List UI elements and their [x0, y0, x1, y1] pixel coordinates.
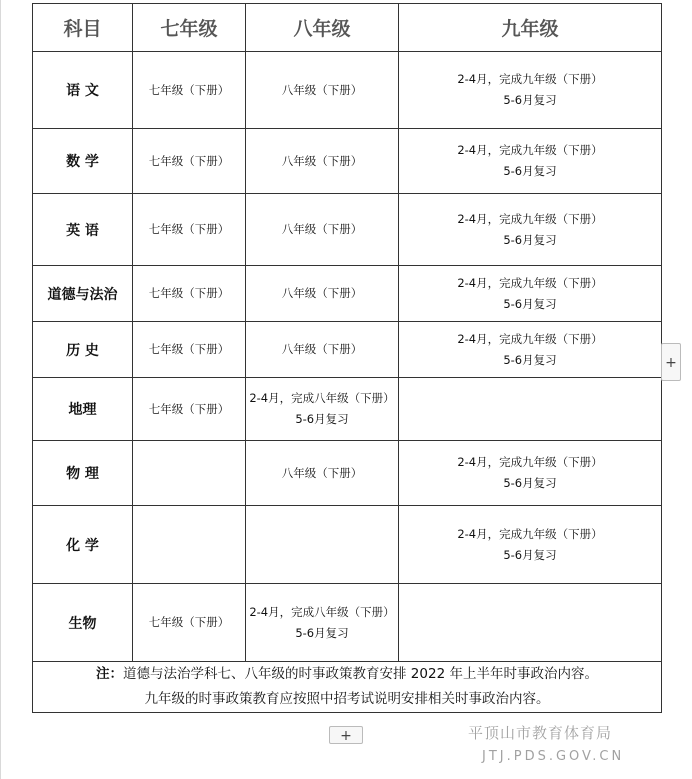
subject-cell: 地理	[33, 378, 133, 441]
table-row	[33, 52, 662, 129]
grade9-cell: 2-4月，完成九年级（下册） 5-6月复习	[399, 441, 662, 506]
note-line-1	[33, 662, 661, 687]
subject-cell: 物 理	[33, 441, 133, 506]
table-row	[33, 378, 662, 441]
subject-cell: 数 学	[33, 129, 133, 194]
grade9-cell: 2-4月，完成九年级（下册） 5-6月复习	[399, 194, 662, 266]
subject-cell: 化 学	[33, 506, 133, 584]
header-grade9: 九年级	[399, 4, 662, 52]
note-cell	[33, 662, 662, 713]
grade9-cell: 2-4月，完成九年级（下册） 5-6月复习	[399, 266, 662, 322]
grade7-cell: 七年级（下册）	[133, 322, 246, 378]
grade7-cell: 七年级（下册）	[133, 584, 246, 662]
header-row	[33, 4, 662, 52]
table-row	[33, 584, 662, 662]
add-row-button[interactable]: +	[329, 726, 363, 744]
note-line-2: 九年级的时事政策教育应按照中招考试说明安排相关时事政治内容。	[144, 691, 550, 707]
page-edge	[0, 0, 1, 779]
watermark	[468, 722, 624, 764]
subject-cell: 英 语	[33, 194, 133, 266]
watermark-line-2: JTJ.PDS.GOV.CN	[482, 749, 625, 764]
grade7-cell: 七年级（下册）	[133, 266, 246, 322]
grade8-cell: 2-4月，完成八年级（下册） 5-6月复习	[246, 584, 399, 662]
grade9-cell: 2-4月，完成九年级（下册） 5-6月复习	[399, 52, 662, 129]
grade7-cell: 七年级（下册）	[133, 52, 246, 129]
note-text-1: 道德与法治学科七、八年级的时事政策教育安排 2022 年上半年时事政治内容。	[123, 666, 598, 682]
header-subject: 科目	[33, 4, 133, 52]
grade7-cell	[133, 441, 246, 506]
table-row	[33, 129, 662, 194]
grade9-cell: 2-4月，完成九年级（下册） 5-6月复习	[399, 129, 662, 194]
grade7-cell: 七年级（下册）	[133, 129, 246, 194]
grade9-cell: 2-4月，完成九年级（下册） 5-6月复习	[399, 506, 662, 584]
grade8-cell: 八年级（下册）	[246, 129, 399, 194]
schedule-table	[32, 3, 662, 713]
grade8-cell: 八年级（下册）	[246, 266, 399, 322]
table-row	[33, 441, 662, 506]
grade9-cell	[399, 378, 662, 441]
table-row	[33, 194, 662, 266]
grade9-cell: 2-4月，完成九年级（下册） 5-6月复习	[399, 322, 662, 378]
note-row	[33, 662, 662, 713]
grade8-cell: 2-4月，完成八年级（下册） 5-6月复习	[246, 378, 399, 441]
table-row	[33, 266, 662, 322]
add-column-button[interactable]: +	[661, 343, 681, 381]
subject-cell: 历 史	[33, 322, 133, 378]
grade8-cell: 八年级（下册）	[246, 441, 399, 506]
table-row	[33, 506, 662, 584]
grade8-cell: 八年级（下册）	[246, 52, 399, 129]
grade7-cell: 七年级（下册）	[133, 194, 246, 266]
grade7-cell: 七年级（下册）	[133, 378, 246, 441]
grade8-cell	[246, 506, 399, 584]
subject-cell: 生物	[33, 584, 133, 662]
header-grade8: 八年级	[246, 4, 399, 52]
grade9-cell	[399, 584, 662, 662]
grade8-cell: 八年级（下册）	[246, 322, 399, 378]
header-grade7: 七年级	[133, 4, 246, 52]
subject-cell: 道德与法治	[33, 266, 133, 322]
subject-cell: 语 文	[33, 52, 133, 129]
grade7-cell	[133, 506, 246, 584]
grade8-cell: 八年级（下册）	[246, 194, 399, 266]
note-label: 注：	[96, 666, 124, 682]
table-row	[33, 322, 662, 378]
watermark-line-1: 平顶山市教育体育局	[468, 724, 613, 742]
